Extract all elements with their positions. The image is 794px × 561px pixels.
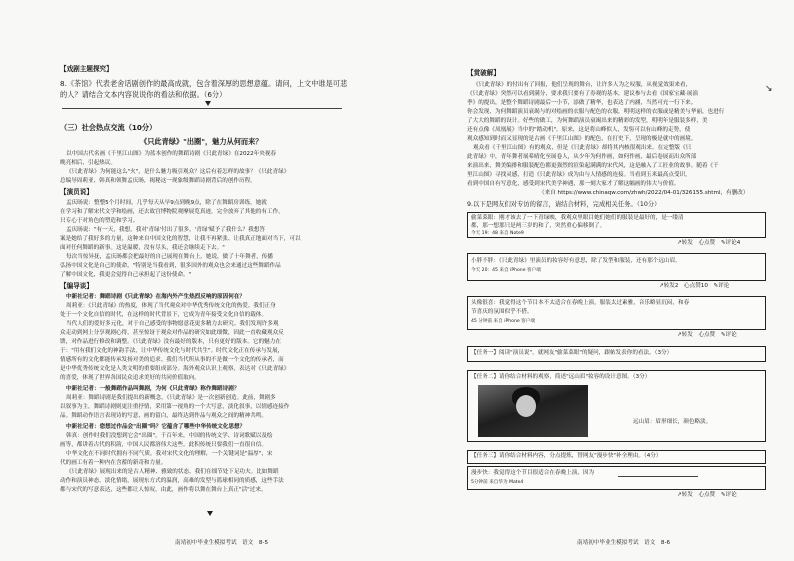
walker-actions[interactable]: ↗转发 心点赞 ✎评论 [677,492,737,498]
appreciation-line-11: 里江山图》寻找灵感，打造《只此青绿》成为由与人情感的连接。当看到玉米最高点受识， [467,172,691,178]
appreciation-line-9: 此青绿》中，青年舞者展希晴化至展卷人，从少年为何作画，如何作画，最后卷展而出众所部 [467,154,697,160]
answer3-line-4: 代的画工有着一种内在含蓄的新奇和力量。 [60,460,167,466]
dancer-photo [478,385,588,437]
comment-3-line-1: 头像很喜：我觉得这个节目本不太适合在春晚上演，服装太过素雅，音乐略显沉闷，和春 [471,300,690,306]
walker-answer-line [618,476,698,477]
source-citation: （来自 https://www.chinaqw.com/zhwh/2022/04-01/326155.shtml，有删改） [539,190,749,196]
task-3-text: 【任务三】请你结合材料内容，分点提炼，替网友"漫步快"补全理由。（4分） [471,453,662,459]
reporter-question-2: 中新社记者：一般舞蹈作品叫舞剧，为何《只此青绿》称作舞蹈诗剧？ [66,386,240,392]
reporter-question-1: 中新社记者：舞蹈诗剧《只此青绿》在海内外产生热烈反响的原因何在？ [66,294,246,300]
appreciation-line-7: 观众感知到时而又显现的是古画《千里江山图》的配色，在打史下，呈现的极是就中的画境。 [467,136,697,142]
appreciation-line-4: 你会发现，为何舞蹈演员衰竭与的对绘画的衣服与配色的衣服，明明这样的衣服或是精美与华丽，也进行 [467,109,725,115]
actor-line-8: 弘扬中国文化是自己的使命，"特别是当我看到，很多国外的观众也会来通过这些舞蹈作品 [60,263,281,269]
task-2-box [467,370,766,442]
task-1-text: 【任务一】阅读"演员说"，就网友"偷菜菜眼"的疑问，跟帖发表你的看法。（3分） [471,350,673,356]
comment-1-line-2: 都，那一想那只是两三岁的和了，突然重心偏移倒了。 [471,223,606,229]
answer1-line-9: 的喜爱，体现了世界各国民众追求美好的共同价值取向。 [60,375,200,381]
answer1-line-8: 是中华优秀传统文化是人类文明的重要组成部分。海外观众认识上观察，表达对《只此青绿》 [60,366,290,372]
actor-heading: 【演员说】 [60,188,93,196]
actor-line-5: 案是她给了我好多的力量，这种来自中国文化的智慧，让我不再紧张、让我真正地面对当下，可以 [60,236,301,242]
appreciation-line-6: 还有点像《凤凰展》当中的"踏动机"。原来，这是将山峰似人，发髻可以有山峰的走势，使 [467,127,691,133]
answer3-line-2: 画等，都讲着古代的积韵，中国人民都溶伟大这些。此积传统只要我们一直很自信。 [60,442,267,448]
task-2-text: 【任务二】请你结合材料的观察，简述"远山眉"妆容的设计意图。（3分） [471,374,651,380]
actor-line-9: 了解中国文化，我更会觉得自己承担起了这份使命。" [60,272,192,278]
appreciation-heading: 【赏破解】 [467,69,500,77]
appreciation-line-2: 《只此青绿》突然可以看到满分，要求我只要有了券观的基本，建议参与去看《国家宝藏·展演 [467,91,699,97]
actor-line-7: 每次当惊异抚，孟庆旸都会把最好的自己展现在舞台上。她说，做了十年舞者，传播 [66,254,273,260]
actor-line-1: 孟庆旸说：整整5个月时间，几乎每天从早9点到晚9点，除了在舞蹈房训练，她就 [66,200,267,206]
comment-3-line-2: 节喜庆的氛围似乎不搭。 [471,309,533,315]
actor-line-4: 孟庆旸说："有一天，我想，我对'青绿'付出了很多，'青绿'赋予了我什么？我想答 [66,227,265,233]
answer3-line-5: 《只此青绿》展现出来的是古人精神、雅致的状态，我们在细节处下足功夫。比如舞蹈 [66,469,279,475]
right-page [397,0,794,561]
actor-line-2: 在学习和了解宋代文学和绘画，还去故宫博物院观摩展览真迹，完全放弃了其他的有工作， [60,209,284,215]
appreciation-line-5: 了大大的舞蹈的设计。好些的做工，为何舞蹈演员衰竭出来的精彩的发型，明明年是服装多样，美 [467,118,708,124]
answer3-line-3: 中华文化在不同时代拥有不同气质。我对宋代文化的理解，一个关键词是"温厚"，宋 [66,451,273,457]
appreciation-line-8: 观众看《千里江山图》有的观众，但是《只此青绿》却将其内核很观出来。在定整版《只 [473,145,692,151]
answer1-line-1: 周莉亚：《只此青绿》的热度，体现了当代观众对中华优秀传统文化的热爱。我们正身 [66,303,276,309]
right-footer: 南靖初中毕业生模拟考试 语文 8-6 [577,540,671,546]
answer3-line-6: 动作和演员神态，淡化情绪，展现东方式的温润，高难的发型与篮球相同的质感，这些手法 [60,478,284,484]
task-1-box [467,346,766,362]
task-3-box [467,450,766,464]
comment-1-meta: 今天 19：48 来自 Note9 [471,231,524,236]
answer2-line-2: 以叙事为主，舞蹈诗剧则更注重抒情，采用第一视角的一个大写意，淡化叙事，以情感连接作 [60,404,290,410]
photo-caption: 远山眉：眉形细长，颜色略淡。 [633,419,712,425]
comment-2-line-1: 小胖不胖：《只此青绿》里演员的妆容好有意思，除了发型和服装，还有那个远山眉。 [471,258,681,264]
comment-1-line-1: 偷菜菜眼：刚才该去了一下青绿映，我观众里眼目她们她们的服装是最好的，是一缕清 [471,215,684,221]
left-footer: 南靖初中毕业生模拟考试 语文 8-5 [175,540,269,546]
reporter-question-3: 中新社记者：您想过作品会"出圈"吗？它蕴含了哪些中华传统文化思想？ [66,424,246,430]
intro-line-4: 总编导周莉亚、韩真和领舞孟庆旸，揭秘这一现象级舞蹈诗剧背后的创作历程。 [60,178,256,184]
answer1-line-6: 于："用有我们文化的神韵手法，让中华传统文化与时代共生"。时代文化正在传承与发展， [60,348,284,354]
corner-mark: ↘ [765,84,773,94]
article-title: 《只此青绿》"出圈"，魅力从何而来？ [140,137,263,146]
comment-card-3 [467,296,766,330]
appreciation-line-12: 看到中国自有写意化，感受到宋代美学神遇，那一刻大家才了解这幅画的伟大与价值。 [467,181,680,187]
comment-3-meta: 45 分钟前 来自 iPhone 客户端 [471,319,535,324]
intro-line-2: 晚亮相后，引起热议。 [60,160,116,166]
comment-card-2 [467,253,766,281]
answer1-line-4: 众走动到网上分享观剧心得，甚至惊讶于观众对作品的研究如此细微，因此一直收藏观众反 [60,330,284,336]
intro-line-3: 《只此青绿》为何能这么"火"，是什么魅力吸引观众？这后有着怎样的故事？《只此青绿》 [66,169,290,175]
answer2-line-3: 品。舞蹈动作语言表现诗的写意，画的留白，最终达到作品与观众之间的精神共鸣。 [60,413,267,419]
walker-comment-text: 漫步快：我觉得这个节目很适合在春晚上演，因为 [471,470,595,476]
comment-2-actions[interactable]: ↗转发2 心点赞10 ✎评论 [659,283,730,289]
triangle-mark [205,101,211,106]
walker-comment-box [467,466,766,490]
appreciation-line-10: 来演出来，舞美编排和服装配色都更强烈的渲染起满满的宋代风，这是融入了工匠业的故事。随着《千 [467,163,719,169]
section-3-title: （三）社会热点交流（10分） [60,123,157,132]
dancer-face [516,395,536,417]
answer1-line-7: 情感所有的文化都能传承发扬对美的追求。我们当代所从事的不是做一个文化的传承者，而 [60,357,284,363]
comment-1-actions[interactable]: ↗转发 心点赞 ✎评论4 [677,240,741,246]
drama-heading: 【戏剧主题探究】 [60,65,113,73]
answer3-line-7: 都与宋代的写意表达，这些都让人惊叹。由此，画作将以舞在舞台上真正"活"过来。 [60,487,267,493]
answer1-line-5: 馈，对作品进行修改和调整。《只此青绿》没有最好的版本，只有更好的版本。它的魅力在 [60,339,281,345]
appreciation-line-1: 《只此青绿》的付出有了回报，他们呈现的舞台，让许多人为之叹服，从视觉效果来看， [473,82,692,88]
actor-line-6: 面对任何舞蹈的新事。这是温暖，没有尽头，我还会继续走下去。" [60,245,225,251]
triangle-mark-bottom [207,511,213,516]
comment-card-1 [467,212,766,238]
actor-line-3: 只专心于对角色的塑造和学习。 [60,218,139,224]
intro-line-1: 以中国古代名画《千里江山图》为蓝本创作的舞蹈诗剧《只此青绿》在2022年央视春 [66,151,277,157]
answer1-line-2: 处于一个文化自信的时代，在这样的时代背景下，它成为青年接受文化自信的载体。 [60,312,267,318]
comment-3-actions[interactable]: ↗转发 心点赞 ✎评论 [677,332,737,338]
answer1-line-3: 当代人们的爱好多元化，对于自己感受的事物愿意花更多精力去研究。我们发现许多观 [66,321,279,327]
answer-line [62,108,342,109]
appreciation-line-3: 季》的提出，是整个舞蹈诗剧最后一小节，添做了精华，也表达了内涵，当然可充一行下来。 [467,100,697,106]
question-8-line-1: 8.《茶馆》代表老舍话剧创作的最高成就，包含着深厚的思想意蕴。请问，上文中谁是可悲 [60,79,348,88]
question-8-line-2: 的人？请结合文本内容说说你的看法和依据。（6分） [60,90,227,99]
walker-meta: 5分钟前 来自华为 Mate4 [471,480,524,485]
answer3-line-1: 韩真：创作时我们没想到它会"出圈"。千百年来，中国的传统文学、诗词歌赋以及绘 [66,433,273,439]
answer2-line-1: 周莉亚：舞蹈诗剧是我们提出的新概念，《只此青绿》是一次创新创造。此前，舞剧多 [66,395,276,401]
director-heading: 【编导谈】 [60,282,93,290]
comment-2-meta: 今天 20：45 来自 iPhone 客户端 [471,268,541,273]
question-9: 9.以下是网友们对专访的留言，请结合材料，完成相关任务。（10分） [467,201,661,208]
